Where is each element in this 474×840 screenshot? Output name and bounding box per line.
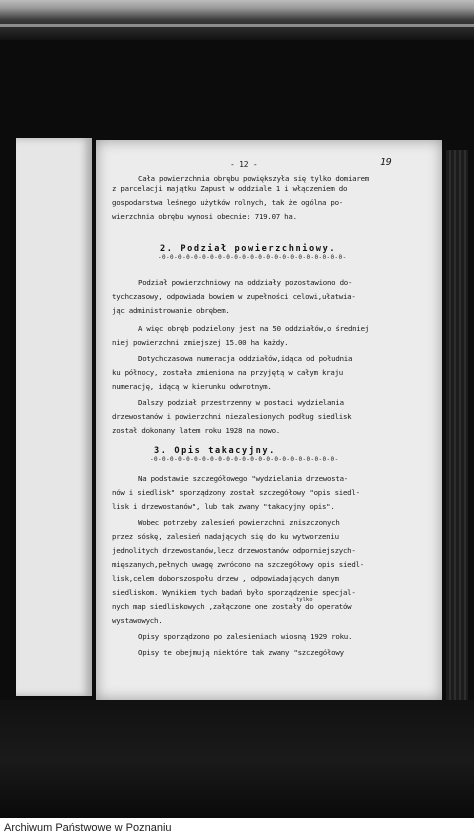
text-line: z parcelacji majątku Zapust w oddziale 1 i włączeniem do — [112, 184, 348, 193]
archive-name: Archiwum Państwowe w Poznaniu — [4, 822, 172, 834]
text-line: ku północy, została zmieniona na przyjętą w całym kraju — [112, 368, 343, 377]
text-line: został dokonany latem roku 1928 na nowo. — [112, 426, 280, 435]
text-line: mięszanych,pełnych uwagę zwrócono na szczegółowy opis siedl- — [112, 560, 364, 569]
text-line: jąc administrowanie obrębem. — [112, 306, 230, 315]
text-line: tychczasowy, odpowiada bowiem w zupełności celowi,ułatwia- — [112, 292, 356, 301]
section-heading: 2. Podział powierzchniowy. — [160, 244, 337, 254]
stacked-page-edges — [446, 150, 468, 700]
archive-footer-bar — [0, 818, 474, 840]
text-line: Podział powierzchniowy na oddziały pozostawiono do- — [138, 278, 353, 287]
text-line: lisk i drzewostanów", lub tak zwany "takacyjny opis". — [112, 502, 335, 511]
folio-number: 19 — [380, 157, 392, 168]
heading-underline: -0-0-0-0-0-0-0-0-0-0-0-0-0-0-0-0-0-0-0-0-0-0-0- — [150, 456, 339, 463]
text-line: Wobec potrzeby zalesień powierzchni zniszczonych — [138, 518, 340, 527]
section-heading: 3. Opis takacyjny. — [154, 446, 276, 456]
text-line: wystawowych. — [112, 616, 163, 625]
adjacent-page-left — [16, 138, 92, 696]
text-line: niej powierzchni zmiejszej 15.00 ha każdy. — [112, 338, 289, 347]
text-line: nów i siedlisk" sporządzony został szczegółowy "opis siedl- — [112, 488, 360, 497]
document-page — [96, 140, 442, 700]
text-line: siedliskom. Wynikiem tych badań było sporządzenie specjal- — [112, 588, 356, 597]
heading-underline: -0-0-0-0-0-0-0-0-0-0-0-0-0-0-0-0-0-0-0-0-0-0-0- — [158, 254, 347, 261]
text-line: nych map siedliskowych ,załączone one zostały do operatów — [112, 602, 352, 611]
text-line: A więc obręb podzielony jest na 50 oddziałów,o średniej — [138, 324, 369, 333]
text-line: przez sóskę, zalesień nadających się do ku wytworzeniu — [112, 532, 339, 541]
handwritten-insertion: tylko — [296, 597, 313, 603]
text-line: drzewostanów i powierzchni niezalesionych podług siedlisk — [112, 412, 352, 421]
text-line: Opisy sporządzono po zalesieniach wiosną 1929 roku. — [138, 632, 353, 641]
page-number: - 12 - — [230, 160, 258, 169]
text-line: lisk,celem doborszospołu drzew , odpowiadających danym — [112, 574, 339, 583]
text-line: wierzchnia obrębu wynosi obecnie: 719.07 ha. — [112, 212, 297, 221]
text-line: Cała powierzchnia obrębu powiększyła się tylko domiarem — [138, 174, 369, 183]
film-strip-bottom — [0, 700, 474, 818]
text-line: Na podstawie szczegółowego "wydzielania drzewosta- — [138, 474, 348, 483]
text-line: numerację, idącą w kierunku odwrotnym. — [112, 382, 272, 391]
text-line: jednolitych drzewostanów,lecz drzewostanów odporniejszych- — [112, 546, 356, 555]
film-strip-top — [0, 0, 474, 40]
text-line: Opisy te obejmują niektóre tak zwany "szczegółowy — [138, 648, 344, 657]
text-line: Dalszy podział przestrzenny w postaci wydzielania — [138, 398, 344, 407]
text-line: gospodarstwa leśnego użytków rolnych, tak że ogólna po- — [112, 198, 343, 207]
text-line: Dotychczasowa numeracja oddziałów,idąca od południa — [138, 354, 353, 363]
